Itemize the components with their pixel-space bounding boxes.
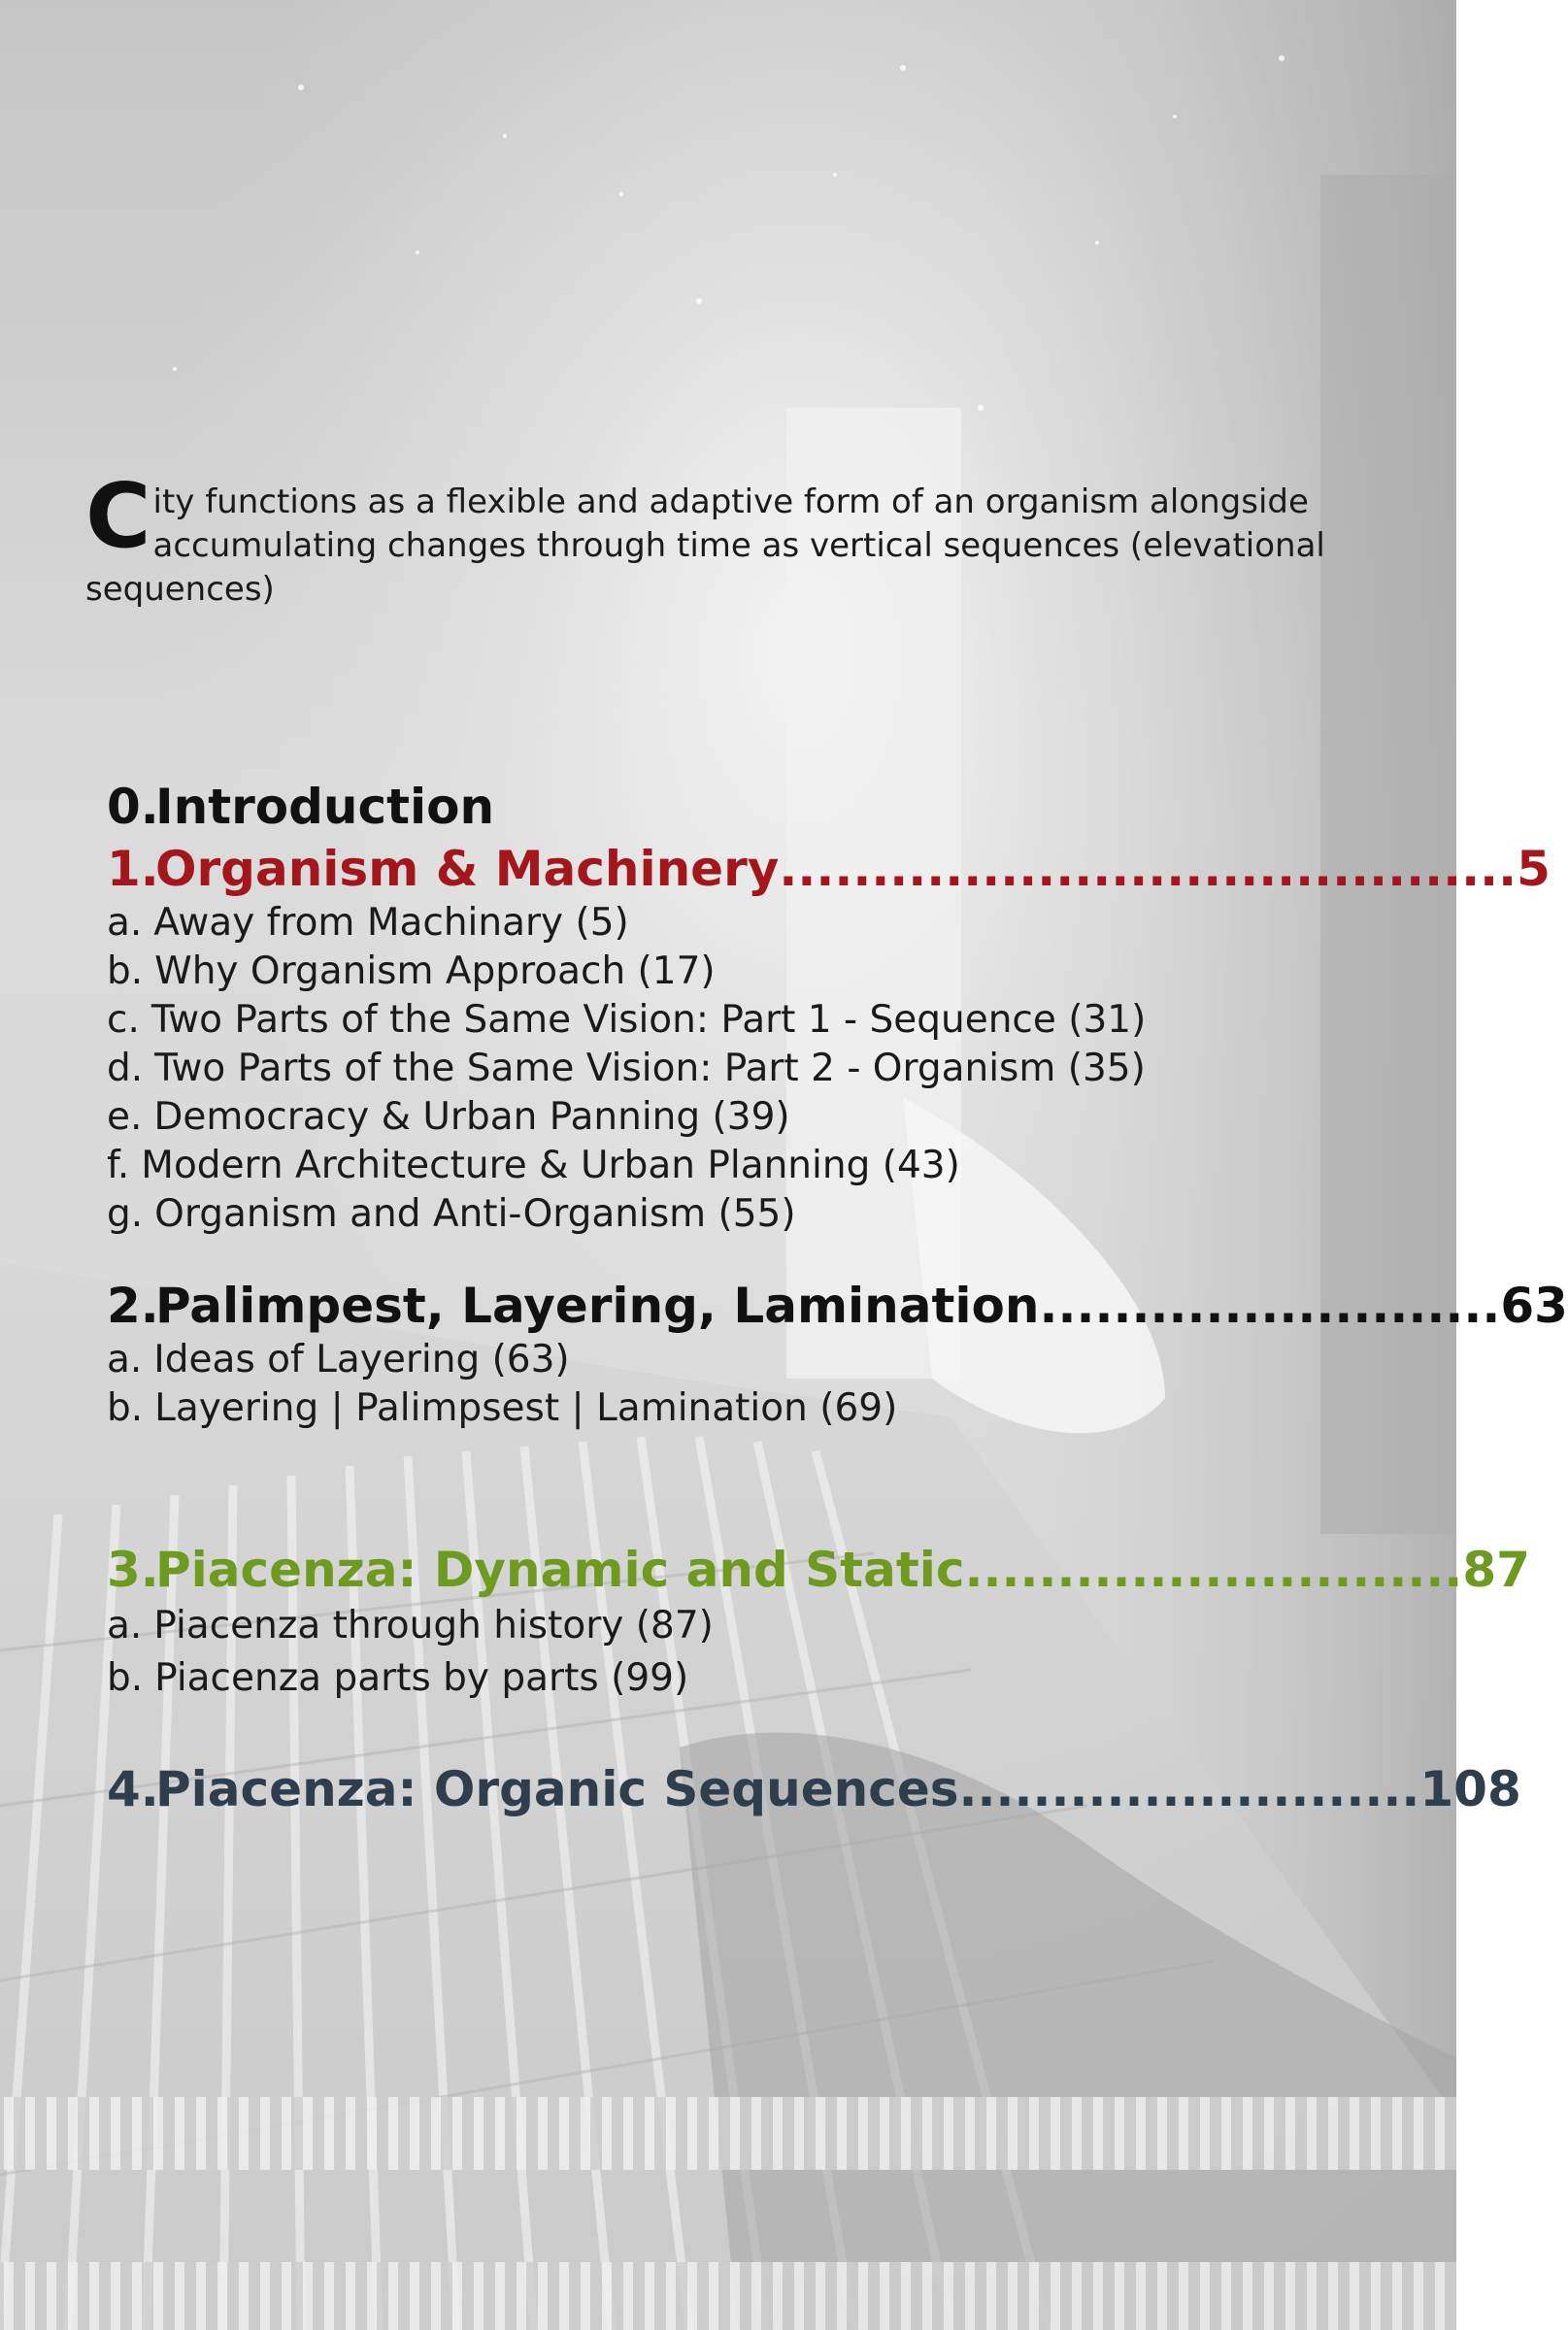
toc-subitem[interactable]: [107, 1190, 1408, 1239]
table-of-contents: [107, 777, 1568, 1819]
toc-leader-dots: ...........................: [964, 1542, 1463, 1598]
toc-subitem-letter: e.: [107, 1095, 143, 1139]
toc-section-0[interactable]: [107, 777, 1408, 837]
toc-page-number: 63: [1500, 1278, 1568, 1334]
toc-section-4[interactable]: [107, 1759, 1521, 1819]
toc-subitem-text: Piacenza parts by parts (99): [154, 1656, 689, 1700]
toc-subitem[interactable]: [107, 1093, 1408, 1142]
intro-text: ity functions as a flexible and adaptive form of an organism alongside accumulating changes through time as vertical sequences (elevational sequences): [85, 483, 1325, 609]
toc-subitem-text: Away from Machinary (5): [153, 901, 629, 945]
toc-page-number: 108: [1419, 1761, 1521, 1817]
toc-section-2[interactable]: [107, 1276, 1568, 1336]
toc-subitem-text: Why Organism Approach (17): [154, 949, 716, 993]
toc-subitem-letter: a.: [107, 901, 143, 945]
toc-subitem[interactable]: [107, 1600, 1408, 1652]
toc-subitem-text: Layering | Palimpsest | Lamination (69): [154, 1386, 898, 1430]
toc-subitem-letter: a.: [107, 1338, 143, 1381]
toc-subitem[interactable]: [107, 1045, 1408, 1093]
toc-subitem-letter: b.: [107, 949, 144, 993]
toc-section-title: Introduction: [155, 779, 495, 835]
toc-section-1[interactable]: [107, 839, 1551, 899]
toc-subitem-text: Ideas of Layering (63): [153, 1338, 570, 1381]
toc-subitem-letter: b.: [107, 1386, 144, 1430]
toc-leader-dots: ........................................: [779, 841, 1518, 897]
toc-section-number: 2.: [107, 1278, 159, 1334]
toc-leader-dots: .........................: [958, 1761, 1420, 1817]
toc-subitem[interactable]: [107, 996, 1408, 1045]
toc-subitem-text: Democracy & Urban Panning (39): [153, 1095, 790, 1139]
toc-subitem[interactable]: [107, 899, 1408, 948]
toc-subitem-letter: g.: [107, 1192, 144, 1236]
toc-subitem-letter: b.: [107, 1656, 144, 1700]
toc-subitem[interactable]: [107, 1142, 1408, 1190]
toc-section-number: 0.: [107, 779, 159, 835]
toc-subitem-text: Two Parts of the Same Vision: Part 1 - Sequence (31): [150, 998, 1147, 1042]
toc-subitem-letter: f.: [107, 1144, 130, 1187]
toc-section-title: Piacenza: Dynamic and Static: [155, 1542, 965, 1598]
toc-section-number: 1.: [107, 841, 159, 897]
toc-section-title: Piacenza: Organic Sequences: [155, 1761, 959, 1817]
toc-section-number: 3.: [107, 1542, 159, 1598]
toc-leader-dots: .........................: [1039, 1278, 1501, 1334]
toc-subitem[interactable]: [107, 1652, 1408, 1705]
toc-subitem[interactable]: [107, 1336, 1408, 1384]
toc-subitem[interactable]: [107, 948, 1408, 996]
toc-subitem-letter: a.: [107, 1604, 143, 1648]
toc-section-title: Organism & Machinery: [155, 841, 780, 897]
dropcap-letter: C: [85, 464, 151, 568]
toc-subitem-text: Two Parts of the Same Vision: Part 2 - Organism (35): [154, 1047, 1146, 1090]
toc-subitem[interactable]: [107, 1384, 1408, 1433]
toc-subitem-text: Organism and Anti-Organism (55): [154, 1192, 796, 1236]
toc-subitem-group: [107, 1600, 1408, 1705]
toc-subitem-text: Modern Architecture & Urban Planning (43): [141, 1144, 960, 1187]
toc-section-3[interactable]: [107, 1540, 1530, 1600]
toc-page-number: 87: [1462, 1542, 1530, 1598]
toc-section-number: 4.: [107, 1761, 159, 1817]
toc-subitem-letter: d.: [107, 1047, 144, 1090]
toc-page-number: 5: [1517, 841, 1551, 897]
toc-section-title: Palimpest, Layering, Lamination: [155, 1278, 1040, 1334]
toc-subitem-letter: c.: [107, 998, 140, 1042]
intro-paragraph: [85, 464, 1406, 612]
toc-subitem-text: Piacenza through history (87): [153, 1604, 714, 1648]
